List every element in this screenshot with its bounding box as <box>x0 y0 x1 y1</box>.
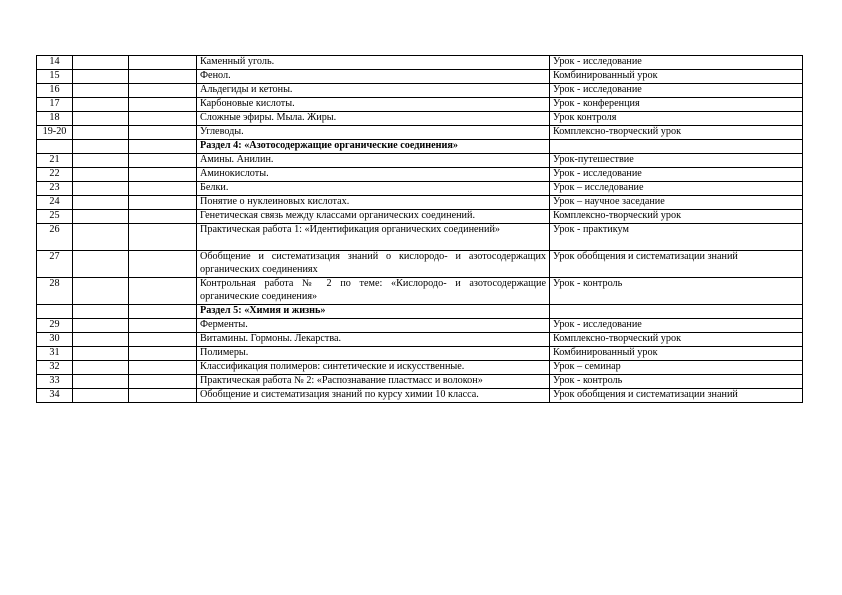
lesson-type-cell: Урок - исследование <box>550 168 803 182</box>
table-row <box>37 168 803 182</box>
lesson-topic-cell: Обобщение и систематизация знаний о кислородо- и азотосодержащих органических соединениях <box>197 251 550 278</box>
date-fact-cell <box>129 389 197 403</box>
lesson-type-cell: Урок - конференция <box>550 98 803 112</box>
date-plan-cell <box>73 168 129 182</box>
table-row <box>37 347 803 361</box>
table-row <box>37 251 803 278</box>
lesson-number-cell: 26 <box>37 224 73 251</box>
lesson-number-cell: 22 <box>37 168 73 182</box>
date-plan-cell <box>73 154 129 168</box>
date-plan-cell <box>73 333 129 347</box>
date-fact-cell <box>129 361 197 375</box>
table-row <box>37 278 803 305</box>
section-header-row <box>37 305 803 319</box>
date-plan-cell <box>73 224 129 251</box>
lesson-number-cell: 27 <box>37 251 73 278</box>
lesson-topic-cell: Понятие о нуклеиновых кислотах. <box>197 196 550 210</box>
lesson-topic-cell: Аминокислоты. <box>197 168 550 182</box>
lesson-number-cell <box>37 305 73 319</box>
lesson-type-cell: Урок – научное заседание <box>550 196 803 210</box>
lesson-type-cell: Комплексно-творческий урок <box>550 333 803 347</box>
table-body <box>37 56 803 403</box>
date-plan-cell <box>73 375 129 389</box>
date-fact-cell <box>129 168 197 182</box>
date-fact-cell <box>129 224 197 251</box>
date-fact-cell <box>129 112 197 126</box>
lesson-type-cell: Урок обобщения и систематизации знаний <box>550 251 803 278</box>
lesson-number-cell: 19-20 <box>37 126 73 140</box>
table-row <box>37 98 803 112</box>
table-row <box>37 319 803 333</box>
lesson-number-cell: 21 <box>37 154 73 168</box>
date-plan-cell <box>73 319 129 333</box>
date-plan-cell <box>73 182 129 196</box>
table-row <box>37 84 803 98</box>
table-row <box>37 112 803 126</box>
lesson-type-cell: Урок - практикум <box>550 224 803 251</box>
date-fact-cell <box>129 56 197 70</box>
date-fact-cell <box>129 154 197 168</box>
date-fact-cell <box>129 347 197 361</box>
date-fact-cell <box>129 84 197 98</box>
lesson-topic-cell: Практическая работа № 2: «Распознавание пластмасс и волокон» <box>197 375 550 389</box>
date-plan-cell <box>73 361 129 375</box>
date-plan-cell <box>73 140 129 154</box>
lesson-topic-cell: Раздел 4: «Азотосодержащие органические соединения» <box>197 140 550 154</box>
table-row <box>37 210 803 224</box>
lesson-type-cell: Комплексно-творческий урок <box>550 126 803 140</box>
lesson-number-cell: 31 <box>37 347 73 361</box>
date-plan-cell <box>73 278 129 305</box>
date-plan-cell <box>73 305 129 319</box>
lesson-type-cell: Урок обобщения и систематизации знаний <box>550 389 803 403</box>
date-plan-cell <box>73 251 129 278</box>
lesson-number-cell: 32 <box>37 361 73 375</box>
lesson-number-cell: 30 <box>37 333 73 347</box>
date-fact-cell <box>129 305 197 319</box>
date-fact-cell <box>129 278 197 305</box>
table-row <box>37 389 803 403</box>
lesson-type-cell: Комбинированный урок <box>550 347 803 361</box>
lesson-number-cell: 25 <box>37 210 73 224</box>
lesson-type-cell: Урок – исследование <box>550 182 803 196</box>
lesson-type-cell: Комплексно-творческий урок <box>550 210 803 224</box>
lesson-topic-cell: Практическая работа 1: «Идентификация органических соединений» <box>197 224 550 251</box>
table-row <box>37 333 803 347</box>
lesson-topic-cell: Ферменты. <box>197 319 550 333</box>
lesson-topic-cell: Каменный уголь. <box>197 56 550 70</box>
lesson-number-cell: 28 <box>37 278 73 305</box>
lesson-type-cell: Урок-путешествие <box>550 154 803 168</box>
date-fact-cell <box>129 126 197 140</box>
lesson-topic-cell: Фенол. <box>197 70 550 84</box>
lesson-number-cell: 14 <box>37 56 73 70</box>
date-plan-cell <box>73 112 129 126</box>
lesson-number-cell: 24 <box>37 196 73 210</box>
date-fact-cell <box>129 375 197 389</box>
date-plan-cell <box>73 70 129 84</box>
table-row <box>37 224 803 251</box>
lesson-type-cell: Комбинированный урок <box>550 70 803 84</box>
lesson-topic-cell: Альдегиды и кетоны. <box>197 84 550 98</box>
lesson-topic-cell: Генетическая связь между классами органических соединений. <box>197 210 550 224</box>
lesson-topic-cell: Углеводы. <box>197 126 550 140</box>
date-fact-cell <box>129 196 197 210</box>
date-plan-cell <box>73 389 129 403</box>
lesson-topic-cell: Белки. <box>197 182 550 196</box>
lesson-plan-page <box>36 55 802 403</box>
date-fact-cell <box>129 182 197 196</box>
lesson-topic-cell: Контрольная работа № 2 по теме: «Кислородо- и азотосодержащие органические соединения» <box>197 278 550 305</box>
date-plan-cell <box>73 126 129 140</box>
lesson-type-cell <box>550 305 803 319</box>
lesson-type-cell: Урок - контроль <box>550 278 803 305</box>
lesson-number-cell: 34 <box>37 389 73 403</box>
lesson-topic-cell: Полимеры. <box>197 347 550 361</box>
lesson-type-cell: Урок контроля <box>550 112 803 126</box>
section-header-row <box>37 140 803 154</box>
lesson-plan-table <box>36 55 803 403</box>
lesson-type-cell <box>550 140 803 154</box>
date-fact-cell <box>129 70 197 84</box>
date-plan-cell <box>73 196 129 210</box>
table-row <box>37 126 803 140</box>
lesson-type-cell: Урок - исследование <box>550 319 803 333</box>
lesson-topic-cell: Сложные эфиры. Мыла. Жиры. <box>197 112 550 126</box>
lesson-type-cell: Урок - исследование <box>550 56 803 70</box>
table-row <box>37 182 803 196</box>
table-row <box>37 361 803 375</box>
lesson-type-cell: Урок - исследование <box>550 84 803 98</box>
lesson-topic-cell: Раздел 5: «Химия и жизнь» <box>197 305 550 319</box>
lesson-number-cell: 16 <box>37 84 73 98</box>
date-fact-cell <box>129 210 197 224</box>
date-plan-cell <box>73 84 129 98</box>
lesson-number-cell: 15 <box>37 70 73 84</box>
lesson-number-cell: 29 <box>37 319 73 333</box>
lesson-number-cell <box>37 140 73 154</box>
date-fact-cell <box>129 333 197 347</box>
lesson-topic-cell: Амины. Анилин. <box>197 154 550 168</box>
lesson-number-cell: 33 <box>37 375 73 389</box>
lesson-number-cell: 23 <box>37 182 73 196</box>
lesson-type-cell: Урок – семинар <box>550 361 803 375</box>
lesson-number-cell: 18 <box>37 112 73 126</box>
date-plan-cell <box>73 347 129 361</box>
date-fact-cell <box>129 140 197 154</box>
table-row <box>37 70 803 84</box>
lesson-type-cell: Урок - контроль <box>550 375 803 389</box>
lesson-topic-cell: Витамины. Гормоны. Лекарства. <box>197 333 550 347</box>
table-row <box>37 375 803 389</box>
lesson-topic-cell: Карбоновые кислоты. <box>197 98 550 112</box>
lesson-topic-cell: Обобщение и систематизация знаний по курсу химии 10 класса. <box>197 389 550 403</box>
lesson-number-cell: 17 <box>37 98 73 112</box>
date-fact-cell <box>129 319 197 333</box>
table-row <box>37 154 803 168</box>
table-row <box>37 196 803 210</box>
date-plan-cell <box>73 210 129 224</box>
date-plan-cell <box>73 56 129 70</box>
lesson-topic-cell: Классификация полимеров: синтетические и искусственные. <box>197 361 550 375</box>
date-fact-cell <box>129 98 197 112</box>
table-row <box>37 56 803 70</box>
date-plan-cell <box>73 98 129 112</box>
date-fact-cell <box>129 251 197 278</box>
